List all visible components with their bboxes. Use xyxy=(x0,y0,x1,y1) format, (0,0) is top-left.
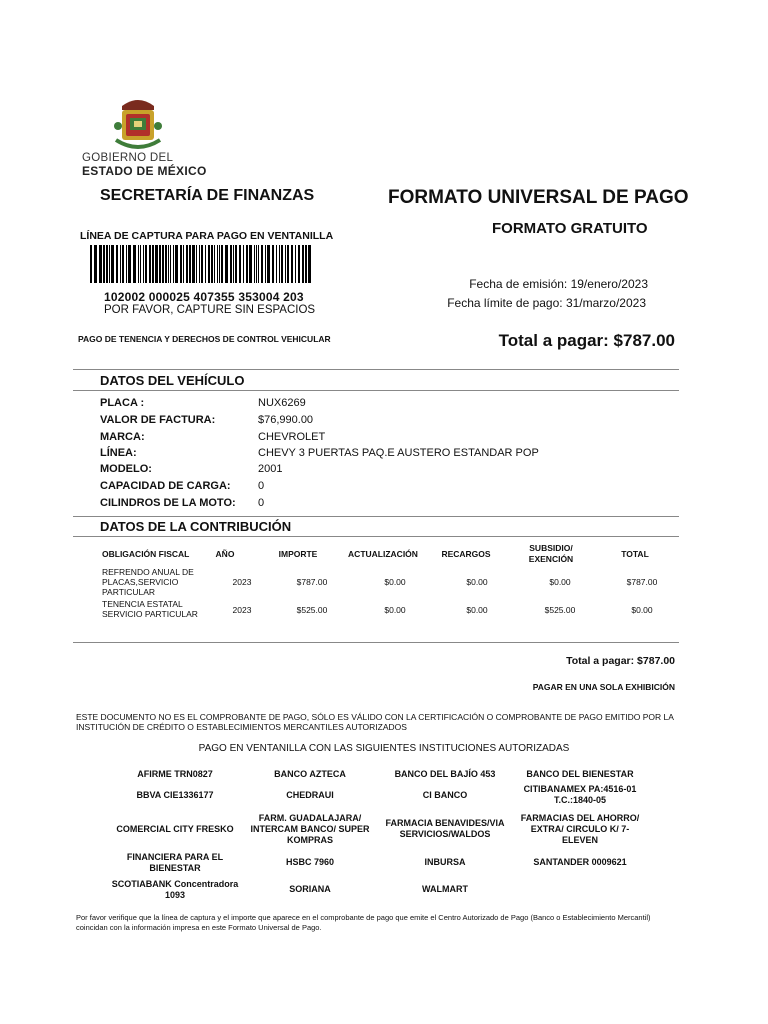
barcode-bar xyxy=(109,245,110,283)
obligacion-line: TENENCIA ESTATAL xyxy=(102,599,183,609)
barcode-bar xyxy=(168,245,169,283)
barcode-bar xyxy=(246,245,248,283)
table-cell-total: $787.00 xyxy=(626,577,658,587)
vehiculo-value: CHEVY 3 PUERTAS PAQ.E AUSTERO ESTANDAR POP xyxy=(258,447,539,459)
divider xyxy=(73,390,679,391)
barcode-bar xyxy=(192,245,195,283)
barcode-bar xyxy=(298,245,300,283)
obligacion-line: SERVICIO PARTICULAR xyxy=(102,609,198,619)
vehiculo-value: NUX6269 xyxy=(258,397,306,409)
barcode-bar xyxy=(219,245,220,283)
table-header: EXENCIÓN xyxy=(528,554,574,564)
barcode-bar xyxy=(162,245,164,283)
logo-text xyxy=(82,152,207,178)
barcode-bar xyxy=(116,245,118,283)
bank-name: CHEDRAUI xyxy=(286,790,334,800)
barcode-bar xyxy=(189,245,191,283)
table-header: OBLIGACIÓN FISCAL xyxy=(102,549,190,559)
linea-captura-note: POR FAVOR, CAPTURE SIN ESPACIOS xyxy=(104,304,316,316)
bank-name: AFIRME TRN0827 xyxy=(137,769,213,779)
secretaria-title: SECRETARÍA DE FINANZAS xyxy=(100,187,315,204)
table-cell-actualizacion: $0.00 xyxy=(384,577,406,587)
barcode-bar xyxy=(90,245,92,283)
concepto-pago: PAGO DE TENENCIA Y DERECHOS DE CONTROL VEHICULAR xyxy=(78,334,331,344)
barcode-bar xyxy=(287,245,289,283)
bank-name: FARM. GUADALAJARA/ INTERCAM BANCO/ SUPER KOMPRAS xyxy=(250,813,370,845)
obligacion-line: REFRENDO ANUAL DE xyxy=(102,567,194,577)
table-cell-recargos: $0.00 xyxy=(466,605,488,615)
barcode-bar xyxy=(272,245,274,283)
barcode-bar xyxy=(170,245,171,283)
table-cell-total: $0.00 xyxy=(631,605,653,615)
estado-de-mexico-coat-of-arms-icon xyxy=(108,96,168,152)
barcode-bar xyxy=(140,245,141,283)
bank-name: FARMACIA BENAVIDES/VIA SERVICIOS/WALDOS xyxy=(385,818,505,839)
barcode-bar xyxy=(221,245,223,283)
barcode-bar xyxy=(230,245,232,283)
logo-line2: ESTADO DE MÉXICO xyxy=(82,164,207,178)
barcode-bar xyxy=(267,245,270,283)
barcode-bar xyxy=(106,245,108,283)
total-a-pagar-header: Total a pagar: $787.00 xyxy=(498,331,675,350)
table-header: ACTUALIZACIÓN xyxy=(348,549,418,559)
linea-captura-number: 102002 000025 407355 353004 203 xyxy=(104,290,304,304)
barcode-bar xyxy=(258,245,259,283)
table-header: IMPORTE xyxy=(278,549,318,559)
barcode-bar xyxy=(165,245,167,283)
barcode-bar xyxy=(103,245,105,283)
formato-gratuito-label: FORMATO GRATUITO xyxy=(492,220,648,237)
barcode-bar xyxy=(233,245,234,283)
barcode-bar xyxy=(214,245,215,283)
table-header: RECARGOS xyxy=(441,549,491,559)
table-cell-actualizacion: $0.00 xyxy=(384,605,406,615)
table-cell-obligacion xyxy=(102,567,194,597)
barcode-bar xyxy=(285,245,286,283)
barcode-bar xyxy=(175,245,178,283)
barcode-bar xyxy=(295,245,296,283)
bank-name: INBURSA xyxy=(424,857,466,867)
barcode-bar xyxy=(111,245,114,283)
barcode-bar xyxy=(281,245,283,283)
table-cell-obligacion xyxy=(102,599,198,619)
disclaimer-text: ESTE DOCUMENTO NO ES EL COMPROBANTE DE PAGO, SÓLO ES VÁLIDO CON LA CERTIFICACIÓN O COMPROBANTE DE PAGO EMITIDO POR LA INSTITUCIÓN DE CRÉDITO O ESTABLECIMIENTOS MERCANTILES AUTORIZADOS xyxy=(76,712,674,732)
table-header: AÑO xyxy=(215,549,235,559)
vehiculo-value: $76,990.00 xyxy=(258,414,314,426)
barcode-bar xyxy=(199,245,200,283)
barcode-bar xyxy=(128,245,131,283)
formato-title: FORMATO UNIVERSAL DE PAGO xyxy=(388,187,689,208)
barcode-bar xyxy=(205,245,206,283)
table-cell-importe: $525.00 xyxy=(296,605,328,615)
footer-note: Por favor verifique que la línea de captura y el importe que aparece en el comprobante de pago que emite el Centro Autorizado de Pago (Banco o Establecimiento Mercantil) coincidan con la información impresa en este Formato Universal de Pago. xyxy=(76,913,651,932)
vehiculo-value: 0 xyxy=(258,480,265,492)
bank-name: BANCO AZTECA xyxy=(274,769,346,779)
barcode-bar xyxy=(254,245,255,283)
barcode-bar xyxy=(243,245,244,283)
divider xyxy=(73,516,679,517)
divider xyxy=(73,536,679,537)
bank-name: SCOTIABANK Concentradora 1093 xyxy=(111,879,239,900)
table-cell-anio: 2023 xyxy=(232,605,252,615)
linea-captura-title: LÍNEA DE CAPTURA PARA PAGO EN VENTANILLA xyxy=(80,230,334,242)
barcode-bar xyxy=(305,245,307,283)
contribucion-title: DATOS DE LA CONTRIBUCIÓN xyxy=(100,519,292,534)
barcode-bar xyxy=(265,245,266,283)
table-cell-recargos: $0.00 xyxy=(466,577,488,587)
barcode-bar xyxy=(208,245,210,283)
barcode-bar xyxy=(186,245,188,283)
barcode-bar xyxy=(308,245,311,283)
barcode xyxy=(90,245,312,283)
instituciones-autorizadas-title: PAGO EN VENTANILLA CON LAS SIGUIENTES INSTITUCIONES AUTORIZADAS xyxy=(198,743,570,754)
vehiculo-label: LÍNEA: xyxy=(100,447,137,459)
total-a-pagar-footer: Total a pagar: $787.00 xyxy=(566,655,675,667)
barcode-bar xyxy=(261,245,263,283)
bank-name: BANCO DEL BAJÍO 453 xyxy=(394,769,496,779)
vehiculo-label: MODELO: xyxy=(100,463,152,475)
vehiculo-label: MARCA: xyxy=(100,431,145,443)
vehiculo-title: DATOS DEL VEHÍCULO xyxy=(100,373,245,388)
vehiculo-label: CAPACIDAD DE CARGA: xyxy=(100,480,231,492)
barcode-bar xyxy=(159,245,161,283)
barcode-bar xyxy=(291,245,293,283)
vehiculo-value: 2001 xyxy=(258,463,283,475)
bank-name: SANTANDER 0009621 xyxy=(533,857,627,867)
barcode-bar xyxy=(155,245,158,283)
bank-name: HSBC 7960 xyxy=(285,857,335,867)
table-cell-subsidio: $525.00 xyxy=(544,605,576,615)
divider xyxy=(73,369,679,370)
barcode-bar xyxy=(152,245,154,283)
barcode-bar xyxy=(133,245,136,283)
barcode-bar xyxy=(94,245,97,283)
table-cell-importe: $787.00 xyxy=(296,577,328,587)
bank-name: COMERCIAL CITY FRESKO xyxy=(116,824,234,834)
barcode-bar xyxy=(143,245,144,283)
barcode-bar xyxy=(276,245,277,283)
barcode-bar xyxy=(180,245,182,283)
barcode-bar xyxy=(201,245,203,283)
table-cell-subsidio: $0.00 xyxy=(549,577,571,587)
barcode-bar xyxy=(149,245,151,283)
barcode-bar xyxy=(126,245,127,283)
barcode-bar xyxy=(239,245,241,283)
barcode-bar xyxy=(225,245,228,283)
bank-name: SORIANA xyxy=(289,884,331,894)
bank-name: FARMACIAS DEL AHORRO/ EXTRA/ CIRCULO K/ 7-ELEVEN xyxy=(520,813,640,845)
fecha-emision: Fecha de emisión: 19/enero/2023 xyxy=(469,277,648,291)
barcode-bar xyxy=(173,245,174,283)
vehiculo-value: 0 xyxy=(258,497,265,509)
barcode-bar xyxy=(302,245,304,283)
barcode-bar xyxy=(122,245,124,283)
bank-name: WALMART xyxy=(422,884,468,894)
barcode-bar xyxy=(279,245,280,283)
divider xyxy=(73,642,679,643)
barcode-bar xyxy=(217,245,218,283)
table-cell-anio: 2023 xyxy=(232,577,252,587)
vehiculo-value: CHEVROLET xyxy=(258,431,326,443)
obligacion-line: PLACAS,SERVICIO xyxy=(102,577,179,587)
logo-line1: GOBIERNO DEL xyxy=(82,152,174,164)
barcode-bar xyxy=(211,245,213,283)
vehiculo-label: VALOR DE FACTURA: xyxy=(100,414,216,426)
barcode-bar xyxy=(120,245,121,283)
bank-name: FINANCIERA PARA EL BIENESTAR xyxy=(126,852,224,873)
obligacion-line: PARTICULAR xyxy=(102,587,156,597)
table-header: TOTAL xyxy=(621,549,649,559)
fecha-limite: Fecha límite de pago: 31/marzo/2023 xyxy=(447,296,646,310)
vehiculo-label: CILINDROS DE LA MOTO: xyxy=(100,497,236,509)
bank-name: BANCO DEL BIENESTAR xyxy=(526,769,634,779)
barcode-bar xyxy=(138,245,139,283)
vehiculo-label: PLACA : xyxy=(100,397,145,409)
barcode-bar xyxy=(256,245,257,283)
barcode-bar xyxy=(196,245,197,283)
barcode-bar xyxy=(145,245,147,283)
bank-name: CI BANCO xyxy=(422,790,468,800)
pagar-una-sola-exhibicion: PAGAR EN UNA SOLA EXHIBICIÓN xyxy=(532,682,675,692)
bank-name: CITIBANAMEX PA:4516-01 T.C.:1840-05 xyxy=(523,784,637,805)
barcode-bar xyxy=(99,245,102,283)
barcode-bar xyxy=(183,245,184,283)
bank-name: BBVA CIE1336177 xyxy=(136,790,214,800)
barcode-bar xyxy=(235,245,237,283)
table-header: SUBSIDIO/ xyxy=(529,543,573,553)
barcode-bar xyxy=(249,245,252,283)
